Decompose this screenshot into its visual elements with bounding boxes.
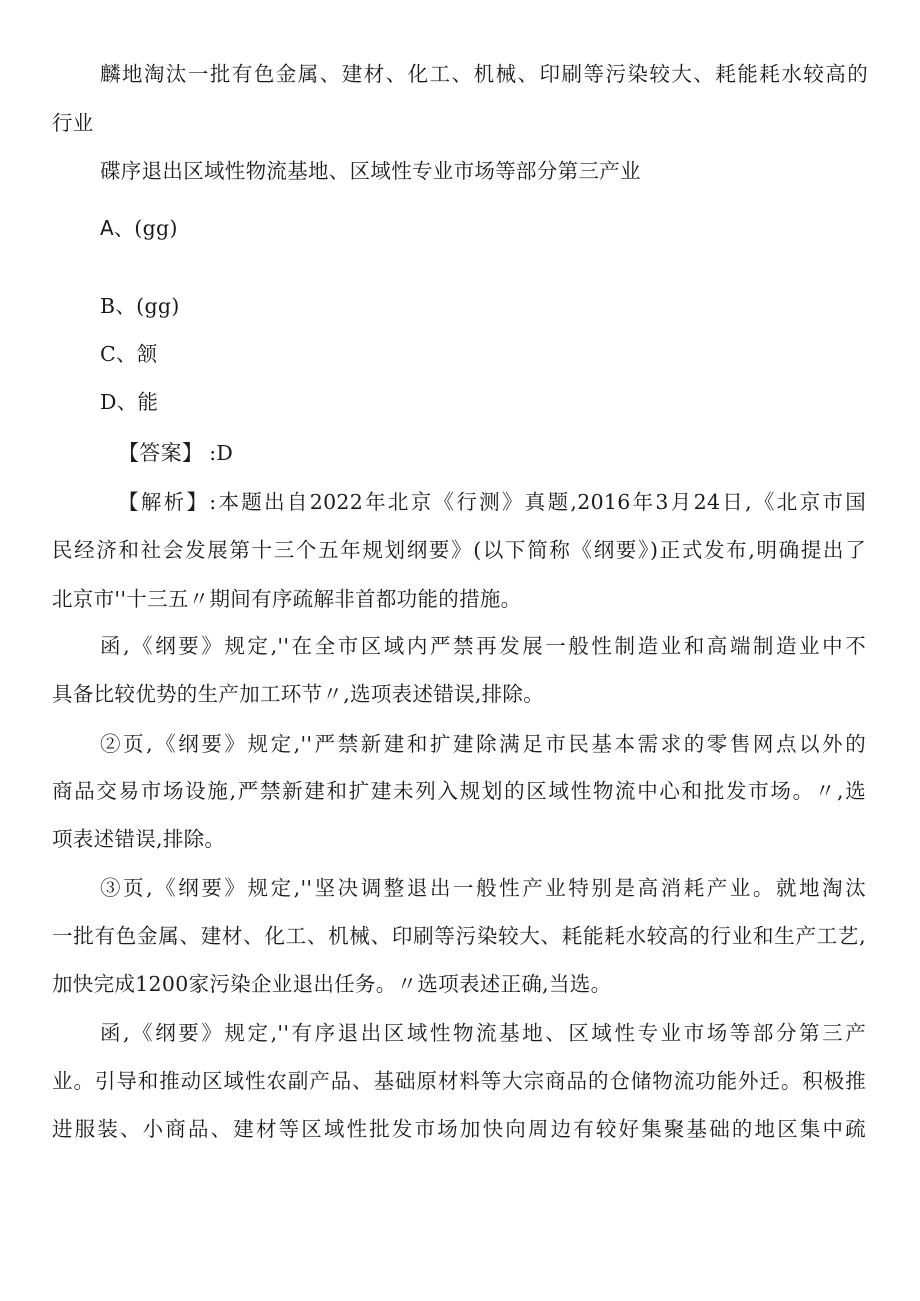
- option-b: [100, 294, 180, 318]
- explanation-p3-line-3: 项表述错误,排除。: [52, 827, 226, 851]
- option-c-label: C、: [100, 342, 137, 366]
- answer-value: :D: [209, 441, 234, 465]
- option-c-text: 颔: [136, 342, 158, 366]
- option-a: [100, 216, 178, 240]
- statement-4-line-1: 碟序退出区域性物流基地、区域性专业市场等部分第三产业: [100, 159, 641, 183]
- explanation-p1-line-3: 北京市''十三五〃期间有序疏解非首都功能的措施。: [52, 587, 522, 611]
- explanation-p5-line-2: 业。引导和推动区域性农副产品、基础原材料等大宗商品的仓储物流功能外迁。积极推: [52, 1069, 866, 1093]
- statement-3-line-1: 麟地淘汰一批有色金属、建材、化工、机械、印刷等污染较大、耗能耗水较高的: [100, 62, 868, 86]
- option-d-label: D、: [100, 390, 138, 414]
- option-a-label: A、: [100, 216, 135, 240]
- explanation-p1-line-2: 民经济和社会发展第十三个五年规划纲要》(以下简称《纲要》)正式发布,明确提出了: [52, 538, 866, 562]
- answer-line: [118, 441, 233, 465]
- option-b-label: B、: [100, 294, 137, 318]
- option-d-text: 能: [137, 390, 159, 414]
- explanation-p2-line-2: 具备比较优势的生产加工环节〃,选项表述错误,排除。: [52, 682, 545, 706]
- explanation-p5-line-3: 进服装、小商品、建材等区域性批发市场加快向周边有较好集聚基础的地区集中疏: [52, 1117, 866, 1141]
- explanation-p1-line-1: 【解析】:本题出自2022年北京《行测》真题,2016年3月24日,《北京市国: [118, 490, 866, 514]
- explanation-p3-line-1: ②页,《纲要》规定,''严禁新建和扩建除满足市民基本需求的零售网点以外的: [100, 732, 866, 756]
- explanation-p4-line-2: 一批有色金属、建材、化工、机械、印刷等污染较大、耗能耗水较高的行业和生产工艺,: [52, 924, 866, 948]
- option-d: [100, 390, 158, 414]
- explanation-p2-line-1: 函,《纲要》规定,''在全市区域内严禁再发展一般性制造业和高端制造业中不: [100, 634, 866, 658]
- option-c: [100, 342, 158, 366]
- answer-label: 【答案】: [118, 441, 204, 465]
- explanation-p4-line-3: 加快完成1200家污染企业退出任务。〃选项表述正确,当选。: [52, 972, 612, 996]
- option-a-text: (gg): [134, 216, 178, 240]
- explanation-p5-line-1: 函,《纲要》规定,''有序退出区域性物流基地、区域性专业市场等部分第三产: [100, 1021, 866, 1045]
- statement-3-line-2: 行业: [52, 111, 94, 135]
- option-b-text: (gg): [136, 294, 180, 318]
- explanation-p3-line-2: 商品交易市场设施,严禁新建和扩建未列入规划的区域性物流中心和批发市场。〃,选: [52, 779, 866, 803]
- explanation-p4-line-1: ③页,《纲要》规定,''坚决调整退出一般性产业特别是高消耗产业。就地淘汰: [100, 876, 866, 900]
